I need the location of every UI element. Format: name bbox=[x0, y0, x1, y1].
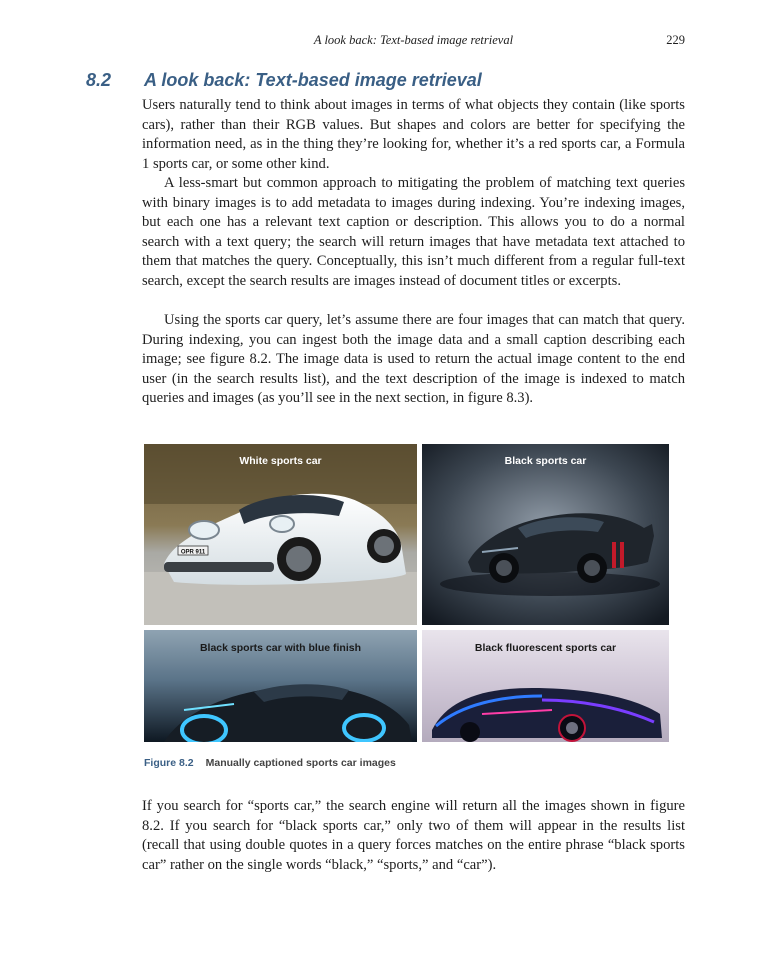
running-head bbox=[142, 33, 685, 51]
section-title: A look back: Text-based image retrieval bbox=[144, 70, 482, 90]
photo-black-fluorescent-car bbox=[422, 630, 669, 742]
panel-caption: Black sports car with blue finish bbox=[199, 642, 362, 654]
section-number: 8.2 bbox=[86, 70, 112, 90]
paragraph-1: Users naturally tend to think about images in terms of what objects they contain (like sports cars), rather than their RGB values. But shapes and colors are better for specifying the information need, as in the thing they’re looking for, whether it’s a red sports car, a Formula 1 sports car, or some other kind. bbox=[142, 97, 685, 172]
photo-black-sports-car bbox=[422, 444, 669, 625]
paragraph-4: If you search for “sports car,” the search engine will return all the images shown in figure 8.2. If you search for “black sports car,” only two of them will appear in the results list (recall that using double quotes in a query forces matches on the entire phrase “black sports car” rather on the single words “black,” “sports,” and “car”). bbox=[142, 798, 685, 873]
paragraph-2: A less-smart but common approach to mitigating the problem of matching text queries with binary images is to add metadata to images during indexing. You’re indexing images, but each one has a relevant text caption or description. This allows you to do a normal search with a text query; the search will return images that have metadata text attached to them that matches the query. Conceptually, this isn’t much different from a regular full-text search, except the search results are images instead of document titles or excerpts. bbox=[142, 175, 685, 289]
figure-8-2 bbox=[144, 444, 669, 742]
section-heading bbox=[86, 70, 686, 91]
photo-black-car-blue-finish bbox=[144, 630, 417, 742]
figure-caption bbox=[144, 757, 396, 769]
license-plate: OPR 911 bbox=[180, 549, 206, 556]
figure-label: Figure 8.2 bbox=[144, 757, 194, 769]
panel-caption: Black sports car bbox=[504, 455, 587, 467]
paragraph-3: Using the sports car query, let’s assume there are four images that can match that query. During indexing, you can ingest both the image data and a small caption describing each image; see figure 8.2. The image data is used to return the actual image content to the end user (in the search results list), and the text description of the image is indexed to match queries and images (as you’ll see in the next section, in figure 8.3). bbox=[142, 312, 685, 407]
running-title: A look back: Text-based image retrieval bbox=[313, 33, 514, 47]
panel-caption: Black fluorescent sports car bbox=[474, 642, 617, 654]
page-number: 229 bbox=[666, 33, 685, 47]
panel-caption: White sports car bbox=[239, 455, 322, 467]
figure-caption-text: Manually captioned sports car images bbox=[205, 757, 396, 769]
photo-white-sports-car bbox=[144, 444, 417, 625]
